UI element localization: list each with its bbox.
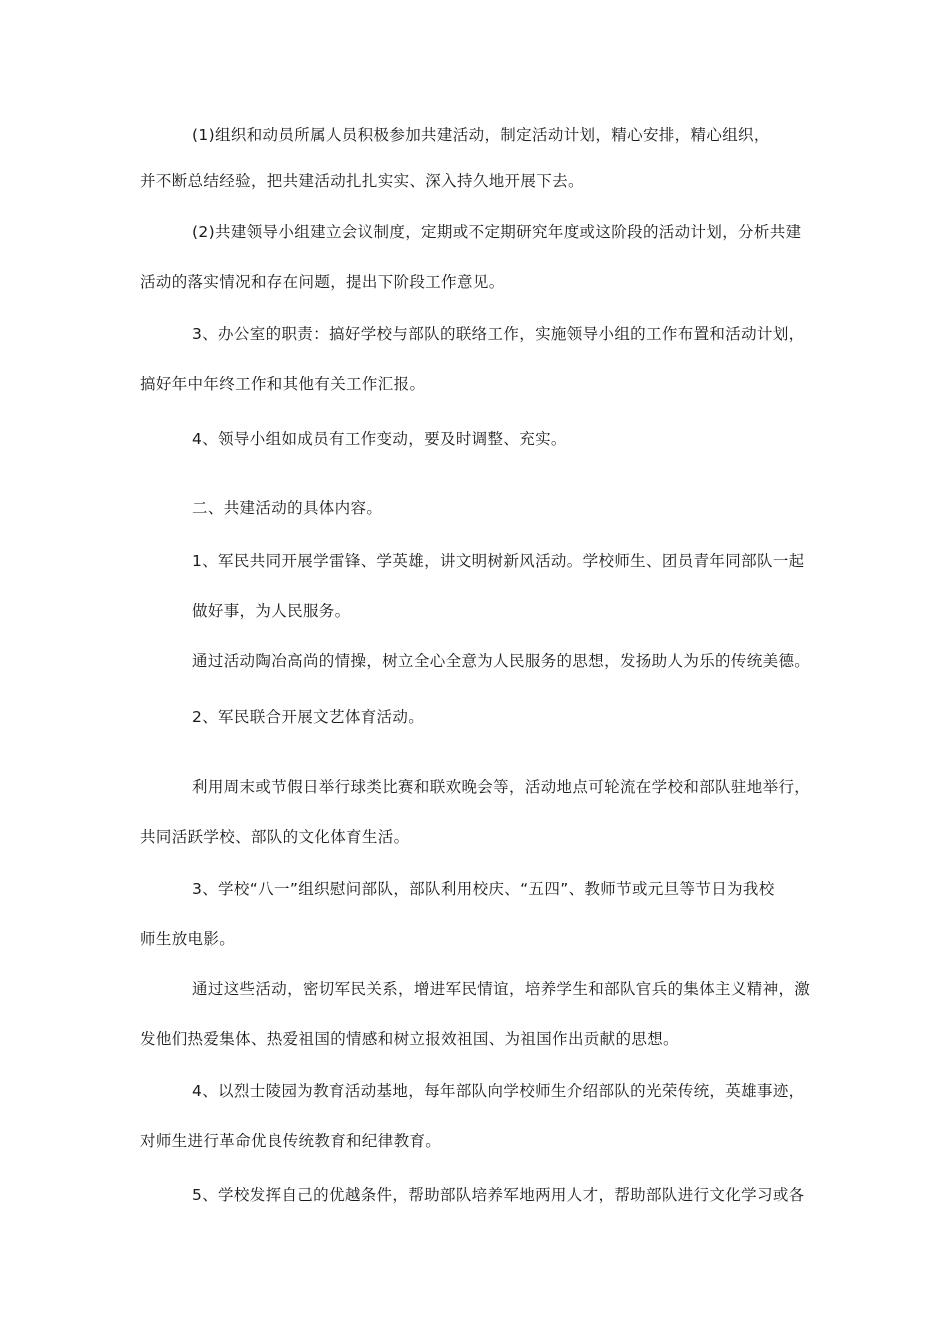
paragraph-line: 4、以烈士陵园为教育活动基地，每年部队向学校师生介绍部队的光荣传统，英雄事迹，: [192, 1082, 805, 1100]
paragraph-line: 通过活动陶冶高尚的情操，树立全心全意为人民服务的思想，发扬助人为乐的传统美德。: [192, 652, 811, 670]
paragraph-line: 并不断总结经验，把共建活动扎扎实实、深入持久地开展下去。: [140, 172, 584, 190]
paragraph-line: 3、办公室的职责：搞好学校与部队的联络工作，实施领导小组的工作布置和活动计划，: [192, 325, 805, 343]
paragraph-line: (1)组织和动员所属人员积极参加共建活动，制定活动计划，精心安排，精心组织，: [192, 126, 770, 144]
paragraph-line: 4、领导小组如成员有工作变动，要及时调整、充实。: [192, 430, 567, 448]
paragraph-line: 利用周末或节假日举行球类比赛和联欢晚会等，活动地点可轮流在学校和部队驻地举行，: [192, 778, 811, 796]
paragraph-line: 通过这些活动，密切军民关系，增进军民情谊，培养学生和部队官兵的集体主义精神，激: [192, 980, 811, 998]
paragraph-line: 共同活跃学校、部队的文化体育生活。: [140, 828, 410, 846]
paragraph-line: (2)共建领导小组建立会议制度，定期或不定期研究年度或这阶段的活动计划，分析共建: [192, 223, 802, 241]
paragraph-line: 3、学校“八一”组织慰问部队，部队利用校庆、“五四”、教师节或元旦等节日为我校: [192, 880, 775, 898]
section-heading: 二、共建活动的具体内容。: [192, 499, 383, 517]
paragraph-line: 搞好年中年终工作和其他有关工作汇报。: [140, 375, 426, 393]
paragraph-line: 对师生进行革命优良传统教育和纪律教育。: [140, 1132, 442, 1150]
paragraph-line: 1、军民共同开展学雷锋、学英雄，讲文明树新风活动。学校师生、团员青年同部队一起: [192, 552, 805, 570]
paragraph-line: 活动的落实情况和存在问题，提出下阶段工作意见。: [140, 273, 505, 291]
paragraph-line: 做好事，为人民服务。: [192, 602, 351, 620]
paragraph-line: 师生放电影。: [140, 930, 236, 948]
paragraph-line: 发他们热爱集体、热爱祖国的情感和树立报效祖国、为祖国作出贡献的思想。: [140, 1030, 679, 1048]
paragraph-line: 5、学校发挥自己的优越条件，帮助部队培养军地两用人才，帮助部队进行文化学习或各: [192, 1186, 805, 1204]
paragraph-line: 2、军民联合开展文艺体育活动。: [192, 708, 425, 726]
